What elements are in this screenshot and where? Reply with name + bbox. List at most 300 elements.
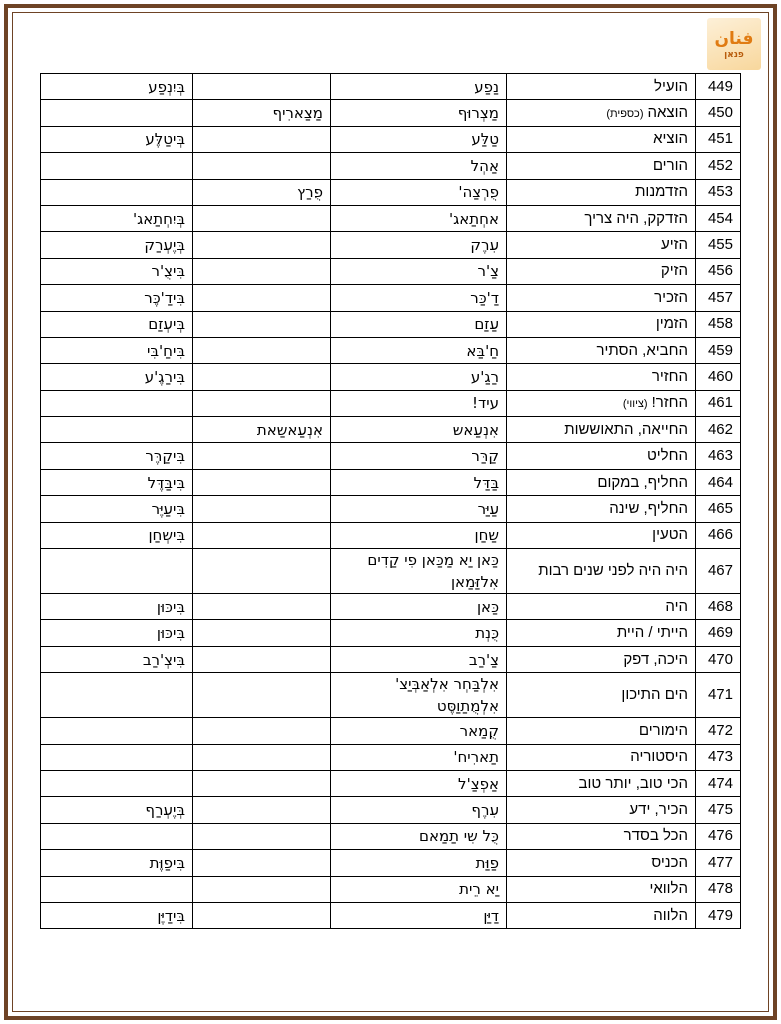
hebrew-meaning: הזיק: [660, 262, 688, 280]
arabic-word-cell: [331, 205, 507, 231]
hebrew-meaning: החליף, במקום: [597, 473, 688, 491]
entry-number: 459: [707, 341, 733, 359]
hebrew-meaning-cell: [507, 522, 696, 548]
table-row: [41, 469, 741, 495]
hebrew-meaning: הזדקק, היה צריך: [584, 209, 688, 227]
entry-number: 472: [707, 721, 733, 739]
entry-number-cell: [696, 258, 741, 284]
hebrew-meaning: הוצאה: [647, 103, 688, 121]
hebrew-meaning: היה היה לפני שנים רבות: [538, 562, 688, 580]
entry-number: 478: [707, 880, 733, 898]
hebrew-meaning-note: (ציווי): [622, 397, 648, 410]
entry-number: 464: [707, 473, 733, 491]
arabic-present-form: בִּידַ'כֶּר: [144, 288, 185, 307]
table-row: [41, 126, 741, 152]
table-row: [41, 797, 741, 823]
arabic-word: צַ'רַב: [468, 650, 499, 669]
hebrew-meaning-cell: [507, 549, 696, 594]
arabic-word: קֻמַאר: [459, 721, 499, 740]
entry-number-cell: [696, 522, 741, 548]
table-row: [41, 770, 741, 796]
hebrew-meaning: הוציא: [653, 130, 688, 148]
entry-number: 452: [707, 156, 733, 174]
entry-number-cell: [696, 620, 741, 646]
arabic-present-form-cell: [41, 205, 193, 231]
arabic-word-cell: [331, 469, 507, 495]
hebrew-meaning: הזמין: [655, 315, 688, 333]
arabic-present-form: בִּידַיֶּן: [157, 906, 185, 925]
arabic-word-cell: [331, 594, 507, 620]
arabic-word: כַּאן: [476, 597, 499, 616]
table-row: [41, 153, 741, 179]
hebrew-meaning-cell: [507, 153, 696, 179]
arabic-present-form: בִּיכּוּן: [156, 624, 185, 643]
arabic-second-form-cell: [193, 850, 331, 876]
entry-number-cell: [696, 337, 741, 363]
arabic-word: בַּדַּל: [473, 473, 499, 492]
arabic-present-form-cell: [41, 469, 193, 495]
arabic-word: רַגַ'ע: [470, 367, 499, 386]
hebrew-meaning: היסטוריה: [630, 748, 688, 766]
entry-number-cell: [696, 469, 741, 495]
arabic-present-form: בִּיכּוּן: [156, 597, 185, 616]
arabic-present-form: בְּיעְזַם: [148, 315, 185, 334]
hebrew-meaning-cell: [507, 850, 696, 876]
entry-number: 458: [707, 315, 733, 333]
table-row: [41, 74, 741, 100]
brand-logo: [707, 18, 761, 70]
entry-number: 474: [707, 774, 733, 792]
arabic-second-form-cell: [193, 153, 331, 179]
hebrew-meaning: הזדמנות: [635, 183, 688, 201]
arabic-present-form-cell: [41, 443, 193, 469]
hebrew-meaning-cell: [507, 876, 696, 902]
hebrew-meaning-cell: [507, 232, 696, 258]
hebrew-meaning-cell: [507, 364, 696, 390]
entry-number: 470: [707, 650, 733, 668]
vocabulary-table: [40, 73, 741, 929]
entry-number-cell: [696, 390, 741, 416]
hebrew-meaning-cell: [507, 469, 696, 495]
entry-number-cell: [696, 364, 741, 390]
arabic-word-cell: [331, 153, 507, 179]
hebrew-meaning: החליף, שינה: [609, 499, 688, 517]
hebrew-meaning-cell: [507, 594, 696, 620]
hebrew-meaning: היה: [665, 597, 688, 615]
entry-number-cell: [696, 496, 741, 522]
hebrew-meaning-note: (כספית): [606, 107, 644, 120]
arabic-second-form: פֻרַץ: [297, 183, 323, 202]
arabic-present-form-cell: [41, 232, 193, 258]
entry-number-cell: [696, 179, 741, 205]
hebrew-meaning: החביא, הסתיר: [596, 341, 688, 359]
arabic-word: אִלְבַּחְר אִלְאַבְּיַצ' אִלְמֻתַוַסֶּט: [395, 675, 499, 716]
entry-number-cell: [696, 770, 741, 796]
entry-number: 460: [707, 367, 733, 385]
arabic-present-form-cell: [41, 744, 193, 770]
entry-number-cell: [696, 797, 741, 823]
arabic-present-form-cell: [41, 390, 193, 416]
arabic-word: מַצְרוּף: [457, 104, 499, 123]
hebrew-meaning-cell: [507, 496, 696, 522]
entry-number-cell: [696, 718, 741, 744]
entry-number-cell: [696, 850, 741, 876]
arabic-second-form-cell: [193, 744, 331, 770]
arabic-present-form-cell: [41, 902, 193, 928]
hebrew-meaning: הלוואי: [649, 880, 688, 898]
hebrew-meaning: הלווה: [653, 906, 688, 924]
hebrew-meaning: החייאה, התאוששות: [564, 420, 688, 438]
hebrew-meaning-cell: [507, 337, 696, 363]
arabic-present-form-cell: [41, 718, 193, 744]
hebrew-meaning: הועיל: [654, 77, 688, 95]
arabic-present-form: בִּירַגֶ'ע: [144, 367, 185, 386]
arabic-word-cell: [331, 620, 507, 646]
arabic-present-form-cell: [41, 876, 193, 902]
table-row: [41, 673, 741, 718]
arabic-word: אַהְל: [470, 156, 499, 175]
hebrew-meaning: החליט: [646, 447, 688, 465]
arabic-present-form-cell: [41, 364, 193, 390]
arabic-second-form-cell: [193, 126, 331, 152]
arabic-word-cell: [331, 850, 507, 876]
hebrew-meaning-cell: [507, 770, 696, 796]
arabic-word: טַלַּע: [471, 130, 499, 149]
arabic-second-form-cell: [193, 443, 331, 469]
arabic-word: עַזַם: [474, 315, 499, 334]
entry-number: 468: [707, 597, 733, 615]
entry-number: 467: [707, 562, 733, 580]
vocab-table-body: [41, 74, 741, 929]
arabic-word-cell: [331, 443, 507, 469]
hebrew-meaning: הזכיר: [654, 288, 688, 306]
hebrew-meaning-cell: [507, 258, 696, 284]
arabic-present-form: בְּיִנְפַע: [148, 77, 185, 96]
hebrew-meaning-cell: [507, 179, 696, 205]
arabic-word: אִנְעַאש: [452, 420, 499, 439]
arabic-second-form-cell: [193, 337, 331, 363]
entry-number-cell: [696, 876, 741, 902]
hebrew-meaning: הייתי / היית: [616, 624, 688, 642]
table-row: [41, 337, 741, 363]
arabic-present-form-cell: [41, 337, 193, 363]
arabic-second-form-cell: [193, 646, 331, 672]
arabic-word: חַ'בַּא: [466, 341, 499, 360]
entry-number: 461: [707, 394, 733, 412]
hebrew-meaning: הטעין: [652, 526, 688, 544]
table-row: [41, 311, 741, 337]
arabic-word-cell: [331, 744, 507, 770]
entry-number: 457: [707, 288, 733, 306]
entry-number: 479: [707, 906, 733, 924]
entry-number-cell: [696, 74, 741, 100]
entry-number-cell: [696, 902, 741, 928]
table-row: [41, 549, 741, 594]
arabic-second-form-cell: [193, 673, 331, 718]
arabic-word-cell: [331, 646, 507, 672]
logo-hebrew-text: פנאן: [724, 49, 744, 60]
arabic-present-form-cell: [41, 258, 193, 284]
entry-number: 456: [707, 262, 733, 280]
entry-number-cell: [696, 823, 741, 849]
hebrew-meaning-cell: [507, 718, 696, 744]
arabic-word: עִרֶף: [471, 801, 499, 820]
hebrew-meaning-cell: [507, 646, 696, 672]
table-row: [41, 100, 741, 126]
arabic-word: כַּאן יַא מַכַּאן פִי קַדִים אִלזַּמַאן: [367, 551, 499, 592]
arabic-present-form-cell: [41, 646, 193, 672]
arabic-second-form-cell: [193, 179, 331, 205]
arabic-word-cell: [331, 718, 507, 744]
entry-number-cell: [696, 594, 741, 620]
arabic-present-form: בִּיעַיֶּר: [151, 499, 185, 518]
hebrew-meaning: הזיע: [661, 236, 688, 254]
arabic-word-cell: [331, 770, 507, 796]
arabic-second-form-cell: [193, 469, 331, 495]
table-row: [41, 285, 741, 311]
entry-number-cell: [696, 153, 741, 179]
arabic-word: דַיַּן: [483, 906, 499, 925]
arabic-second-form-cell: [193, 232, 331, 258]
entry-number-cell: [696, 549, 741, 594]
entry-number: 477: [707, 853, 733, 871]
arabic-word: שַחַן: [474, 526, 499, 545]
entry-number-cell: [696, 443, 741, 469]
hebrew-meaning-cell: [507, 823, 696, 849]
arabic-word-cell: [331, 126, 507, 152]
table-row: [41, 179, 741, 205]
hebrew-meaning: הכי טוב, יותר טוב: [578, 774, 688, 792]
arabic-word: תַארִיח': [453, 748, 499, 767]
arabic-present-form-cell: [41, 770, 193, 796]
entry-number: 473: [707, 748, 733, 766]
arabic-second-form-cell: [193, 390, 331, 416]
entry-number: 471: [707, 686, 733, 704]
table-row: [41, 902, 741, 928]
arabic-present-form-cell: [41, 549, 193, 594]
arabic-second-form-cell: [193, 876, 331, 902]
arabic-word-cell: [331, 100, 507, 126]
arabic-word: פֻרְצַה': [458, 183, 499, 202]
hebrew-meaning: הכל בסדר: [623, 827, 688, 845]
arabic-word: צַ'ר: [477, 262, 499, 281]
arabic-word-cell: [331, 285, 507, 311]
entry-number: 465: [707, 499, 733, 517]
arabic-word-cell: [331, 390, 507, 416]
table-row: [41, 876, 741, 902]
arabic-present-form-cell: [41, 74, 193, 100]
hebrew-meaning-cell: [507, 902, 696, 928]
entry-number-cell: [696, 744, 741, 770]
table-row: [41, 646, 741, 672]
table-row: [41, 594, 741, 620]
arabic-present-form: בִּיחַ'בִּי: [147, 341, 185, 360]
arabic-second-form-cell: [193, 594, 331, 620]
arabic-present-form-cell: [41, 594, 193, 620]
arabic-second-form-cell: [193, 74, 331, 100]
table-row: [41, 232, 741, 258]
arabic-present-form-cell: [41, 673, 193, 718]
arabic-word: אחְתַאג': [448, 209, 499, 228]
arabic-second-form-cell: [193, 797, 331, 823]
table-row: [41, 496, 741, 522]
table-row: [41, 620, 741, 646]
arabic-word-cell: [331, 179, 507, 205]
hebrew-meaning-cell: [507, 74, 696, 100]
hebrew-meaning-cell: [507, 417, 696, 443]
entry-number: 469: [707, 624, 733, 642]
arabic-word: פַוַּת: [475, 853, 499, 872]
entry-number-cell: [696, 232, 741, 258]
arabic-second-form-cell: [193, 364, 331, 390]
arabic-word-cell: [331, 797, 507, 823]
arabic-present-form: בִּיצְ'רַב: [142, 650, 185, 669]
arabic-word: כֻּנְת: [475, 624, 499, 643]
hebrew-meaning: היכה, דפק: [623, 650, 688, 668]
hebrew-meaning-cell: [507, 390, 696, 416]
entry-number-cell: [696, 126, 741, 152]
arabic-second-form-cell: [193, 718, 331, 744]
arabic-present-form-cell: [41, 179, 193, 205]
arabic-word-cell: [331, 417, 507, 443]
arabic-present-form-cell: [41, 620, 193, 646]
arabic-present-form-cell: [41, 522, 193, 548]
table-row: [41, 205, 741, 231]
arabic-word-cell: [331, 258, 507, 284]
arabic-word-cell: [331, 311, 507, 337]
arabic-present-form-cell: [41, 126, 193, 152]
table-row: [41, 744, 741, 770]
arabic-word-cell: [331, 74, 507, 100]
arabic-present-form: בְּיטַלֶּע: [145, 130, 185, 149]
entry-number: 462: [707, 420, 733, 438]
arabic-present-form-cell: [41, 311, 193, 337]
entry-number: 466: [707, 526, 733, 544]
arabic-present-form-cell: [41, 153, 193, 179]
entry-number: 455: [707, 236, 733, 254]
entry-number-cell: [696, 205, 741, 231]
arabic-second-form-cell: [193, 100, 331, 126]
arabic-word: כֻּל שִי תַמַאם: [418, 827, 499, 846]
arabic-present-form: בִּישְחַן: [148, 526, 185, 545]
arabic-second-form-cell: [193, 258, 331, 284]
arabic-word-cell: [331, 522, 507, 548]
logo-arabic-text: فنان: [714, 28, 754, 49]
arabic-second-form-cell: [193, 496, 331, 522]
arabic-present-form-cell: [41, 496, 193, 522]
arabic-word-cell: [331, 232, 507, 258]
arabic-word: נַפַע: [474, 77, 499, 96]
arabic-present-form: בִּיבַּדֶּל: [147, 473, 185, 492]
arabic-word-cell: [331, 902, 507, 928]
table-row: [41, 390, 741, 416]
arabic-word: קַרַּר: [471, 447, 499, 466]
arabic-second-form-cell: [193, 417, 331, 443]
hebrew-meaning: הים התיכון: [621, 686, 688, 704]
entry-number-cell: [696, 285, 741, 311]
table-row: [41, 417, 741, 443]
hebrew-meaning-cell: [507, 797, 696, 823]
entry-number: 475: [707, 801, 733, 819]
hebrew-meaning: החזיר: [651, 367, 688, 385]
hebrew-meaning-cell: [507, 443, 696, 469]
hebrew-meaning-cell: [507, 126, 696, 152]
table-row: [41, 522, 741, 548]
entry-number-cell: [696, 646, 741, 672]
entry-number: 476: [707, 827, 733, 845]
entry-number: 450: [707, 104, 733, 122]
hebrew-meaning-cell: [507, 311, 696, 337]
arabic-present-form: בְּיֶעְרַף: [145, 801, 185, 820]
hebrew-meaning: הורים: [652, 156, 688, 174]
arabic-present-form: בִּיקַרֶּר: [145, 447, 185, 466]
arabic-second-form-cell: [193, 522, 331, 548]
arabic-word-cell: [331, 876, 507, 902]
arabic-word-cell: [331, 823, 507, 849]
arabic-word: אַפְצַ'ל: [458, 774, 499, 793]
arabic-second-form-cell: [193, 285, 331, 311]
arabic-word-cell: [331, 337, 507, 363]
arabic-present-form-cell: [41, 285, 193, 311]
arabic-second-form: אִנְעַאשַאת: [256, 420, 323, 439]
entry-number: 453: [707, 183, 733, 201]
arabic-second-form-cell: [193, 902, 331, 928]
arabic-second-form-cell: [193, 549, 331, 594]
hebrew-meaning-cell: [507, 673, 696, 718]
entry-number-cell: [696, 311, 741, 337]
entry-number: 449: [707, 77, 733, 95]
hebrew-meaning: הימורים: [638, 721, 688, 739]
arabic-second-form-cell: [193, 770, 331, 796]
entry-number-cell: [696, 417, 741, 443]
arabic-word: עִרֶק: [470, 236, 499, 255]
arabic-second-form-cell: [193, 205, 331, 231]
hebrew-meaning-cell: [507, 744, 696, 770]
arabic-second-form-cell: [193, 620, 331, 646]
hebrew-meaning: החזר!: [651, 393, 688, 411]
arabic-present-form-cell: [41, 823, 193, 849]
hebrew-meaning-cell: [507, 205, 696, 231]
table-row: [41, 364, 741, 390]
arabic-present-form-cell: [41, 850, 193, 876]
arabic-present-form-cell: [41, 417, 193, 443]
arabic-present-form: בִּיפַוֶּת: [149, 853, 185, 872]
entry-number: 454: [707, 209, 733, 227]
arabic-present-form-cell: [41, 797, 193, 823]
hebrew-meaning-cell: [507, 620, 696, 646]
arabic-present-form-cell: [41, 100, 193, 126]
arabic-word-cell: [331, 364, 507, 390]
arabic-word-cell: [331, 496, 507, 522]
entry-number: 451: [707, 130, 733, 148]
arabic-word: עיד!: [472, 394, 499, 413]
arabic-present-form: בְּיֶעְרַק: [144, 236, 185, 255]
table-row: [41, 443, 741, 469]
arabic-second-form: מַצַארִיף: [272, 104, 323, 123]
hebrew-meaning-cell: [507, 285, 696, 311]
arabic-present-form: בִּיצֻ'ר: [151, 262, 185, 281]
arabic-second-form-cell: [193, 311, 331, 337]
entry-number-cell: [696, 100, 741, 126]
hebrew-meaning: הכיר, ידע: [629, 801, 688, 819]
entry-number-cell: [696, 673, 741, 718]
arabic-word-cell: [331, 673, 507, 718]
arabic-word: יַא רֵית: [459, 880, 499, 899]
table-row: [41, 823, 741, 849]
hebrew-meaning: הכניס: [651, 853, 688, 871]
table-row: [41, 850, 741, 876]
arabic-second-form-cell: [193, 823, 331, 849]
